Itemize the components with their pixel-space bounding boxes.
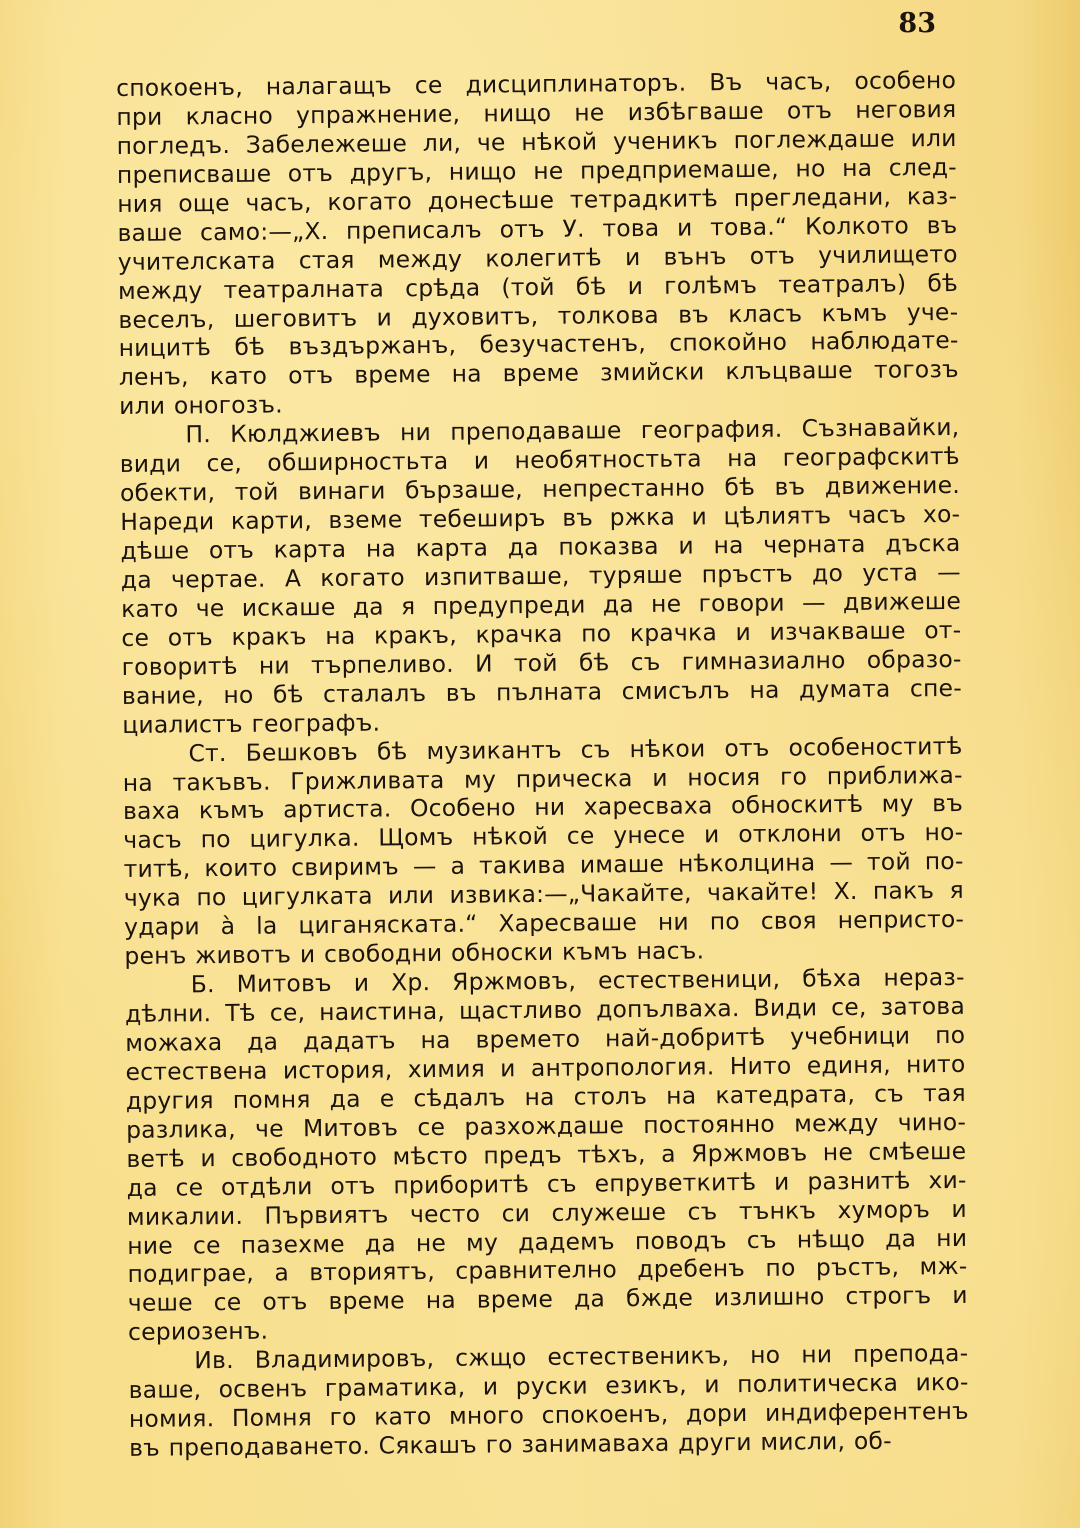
text-line: естествена история, химия и антропология. Нито единя, нито (125, 1049, 966, 1086)
text-line: дѣше отъ карта на карта да показва и на черната дъска (120, 528, 961, 565)
text-line: ленъ, като отъ време на време змийски клъцваше тогозъ (118, 355, 960, 392)
text-line: се отъ кракъ на кракъ, крачка по крачка и изчакваше от- (121, 615, 962, 652)
text-line: ницитѣ бѣ въздържанъ, безучастенъ, спокойно наблюдате- (118, 326, 959, 363)
text-line: Ст. Бешковъ бѣ музикантъ съ нѣкои отъ особеноститѣ (188, 731, 963, 767)
text-line: номия. Помня го като много спокоенъ, дори индиферентенъ (128, 1397, 970, 1434)
body-text (116, 66, 969, 1463)
text-line: погледъ. Забележеше ли, че нѣкой ученикъ поглеждаше или (116, 123, 957, 160)
text-line: сериозенъ. (127, 1316, 269, 1347)
text-line: обекти, той винаги бързаше, непрестанно бѣ въ движение. (119, 471, 961, 508)
paragraph (119, 413, 962, 739)
text-line: или оногозъ. (119, 390, 284, 421)
paragraph (116, 66, 959, 421)
text-line: Ив. Владимировъ, сжщо естественикъ, но ни препода- (194, 1339, 969, 1375)
text-line: можаха да дадатъ на времето най-добритѣ учебници по (125, 1020, 966, 1057)
text-line: часъ по цигулка. Щомъ нѣкой се унесе и отклони отъ но- (123, 818, 964, 855)
text-line: ветѣ и свободното мѣсто предъ тѣхъ, а Яржмовъ не смѣеше (126, 1136, 967, 1173)
text-line: микалии. Първиятъ често си служеше съ тънкъ хуморъ и (126, 1194, 968, 1231)
paragraph (125, 963, 969, 1347)
text-line: ваше, освенъ граматика, и руски езикъ, и политическа ико- (128, 1368, 969, 1405)
text-line: Б. Митовъ и Хр. Яржмовъ, естественици, бѣха нераз- (190, 962, 965, 999)
text-line: да чертае. А когато изпитваше, туряше пръстъ до уста — (120, 557, 961, 594)
text-line: ваше само:—„Х. преписалъ отъ У. това и това.“ Колкото въ (117, 210, 958, 247)
text-line: да се отдѣли отъ приборитѣ съ епруветкитѣ и разнитѣ хи- (126, 1165, 967, 1202)
text-line: ния още часъ, когато донесѣше тетрадкитѣ прегледани, каз- (117, 181, 958, 218)
text-line: удари à la циганяската.“ Харесваше ни по своя непристо- (124, 905, 965, 942)
paragraph (122, 731, 964, 971)
page-number: 83 (898, 8, 936, 39)
text-line: учителската стая между колегитѣ и вънъ отъ училището (117, 239, 958, 276)
text-line: веселъ, шеговитъ и духовитъ, толкова въ класъ къмъ уче- (118, 297, 959, 334)
text-line: титѣ, които свиримъ — а такива имаше нѣколцина — той по- (123, 847, 964, 884)
text-line: между театралната срѣда (той бѣ и голѣмъ театралъ) бѣ (117, 268, 959, 305)
text-line: спокоенъ, налагащъ се дисциплинаторъ. Въ часъ, особено (116, 65, 957, 102)
text-line: ренъ животъ и свободни обноски къмъ насъ. (124, 936, 705, 971)
text-line: преписваше отъ другъ, нищо не предприемаше, но на след- (116, 152, 958, 189)
text-line: ваха къмъ артиста. Особено ни харесваха обноскитѣ му въ (122, 789, 964, 826)
text-line: като че искаше да я предупреди да не говори — движеше (120, 586, 962, 623)
text-line: чеше се отъ време на време да бжде излишно строгъ и (127, 1281, 968, 1318)
text-line: П. Кюлджиевъ ни преподаваше география. Съзнавайки, (185, 413, 960, 449)
text-line: подиграе, а вториятъ, сравнително дребенъ по ръстъ, мж- (127, 1252, 968, 1289)
text-line: Нареди карти, вземе тебеширъ въ ржка и цѣлиятъ часъ хо- (120, 499, 961, 537)
text-line: дѣлни. Тѣ се, наистина, щастливо допълваха. Види се, затова (124, 991, 966, 1028)
text-line: при класно упражнение, нищо не избѣгваше отъ неговия (116, 94, 957, 131)
text-line: въ преподаването. Сякашъ го занимаваха други мисли, об- (129, 1426, 892, 1462)
text-line: вание, но бѣ сталалъ въ пълната смисълъ на думата спе- (121, 673, 963, 710)
text-line: циалистъ географъ. (122, 708, 381, 739)
text-line: разлика, че Митовъ се разхождаше постоянно между чино- (125, 1107, 967, 1144)
text-line: говоритѣ ни търпеливо. И той бѣ съ гимназиално образо- (121, 644, 962, 681)
text-line: ние се пазехме да не му дадемъ поводъ съ нѣщо да ни (127, 1223, 968, 1260)
text-line: на такъвъ. Грижливата му прическа и носия го приближа- (122, 760, 963, 797)
text-line: чука по цигулката или извика:—„Чакайте, чакайте! Х. пакъ я (123, 876, 965, 913)
text-line: види се, обширностьта и необятностьта на географскитѣ (119, 442, 960, 479)
text-line: другия помня да е сѣдалъ на столъ на катедрата, съ тая (125, 1078, 966, 1115)
paragraph (128, 1339, 969, 1463)
